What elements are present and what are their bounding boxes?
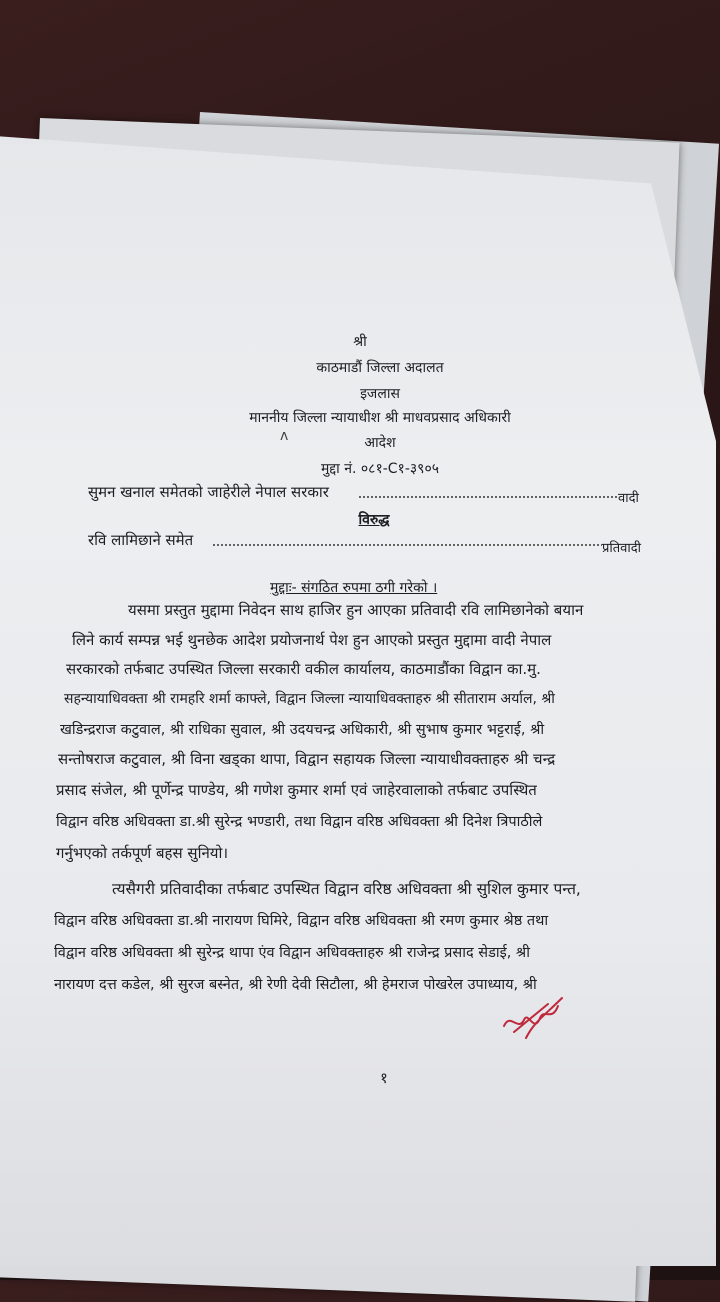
order-title: आदेश [364, 435, 396, 451]
pen-mark: ʌ [280, 428, 289, 444]
body-line: विद्वान वरिष्ठ अधिवक्ता डा.श्री नारायण घिमिरे, विद्वान वरिष्ठ अधिवक्ता श्री रमण कुमार श्रेष्ठ तथा [54, 913, 549, 929]
dotted-leader [358, 496, 618, 498]
page-number: १ [380, 1069, 388, 1087]
plaintiff-text: सुमन खनाल समेतको जाहेरीले नेपाल सरकार [88, 483, 329, 501]
versus-label: विरुद्ध [358, 512, 390, 528]
plaintiff-role: वादी [618, 491, 639, 506]
body-line: सरकारको तर्फबाट उपस्थित जिल्ला सरकारी वकील कार्यालय, काठमाडौंका विद्वान का.मु. [66, 660, 541, 678]
bench-label: इजलास [360, 386, 400, 402]
defendant-text: रवि लामिछाने समेत [88, 531, 194, 549]
signature-icon [500, 992, 570, 1042]
body-line: विद्वान वरिष्ठ अधिवक्ता डा.श्री सुरेन्द्र भण्डारी, तथा विद्वान वरिष्ठ अधिवक्ता श्री दिनेश त्रिपाठीले [56, 814, 543, 830]
body-line: नारायण दत्त कडेल, श्री सुरज बस्नेत, श्री रेणी देवी सिटौला, श्री हेमराज पोखरेल उपाध्याय, श्री [54, 977, 537, 993]
honorific: श्री [353, 334, 367, 350]
body-line: सन्तोषराज कटुवाल, श्री विना खड्का थापा, विद्वान सहायक जिल्ला न्यायाधीवक्ताहरु श्री चन्द्र [58, 750, 556, 768]
body-line: लिने कार्य सम्पन्न भई थुनछेक आदेश प्रयोजनार्थ पेश हुन आएको प्रस्तुत मुद्दामा वादी नेपाल [72, 631, 552, 649]
defendant-role: प्रतिवादी [602, 541, 642, 556]
dotted-leader [212, 544, 602, 546]
body-line: त्यसैगरी प्रतिवादीका तर्फबाट उपस्थित विद्वान वरिष्ठ अधिवक्ता श्री सुशिल कुमार पन्त, [112, 880, 581, 898]
case-subject: मुद्दाः- संगठित रुपमा ठगी गरेको । [270, 580, 438, 596]
body-line: खडिन्द्रराज कटुवाल, श्री राधिका सुवाल, श्री उदयचन्द्र अधिकारी, श्री सुभाष कुमार भट्टराई, श्री [60, 722, 545, 738]
body-line: विद्वान वरिष्ठ अधिवक्ता श्री सुरेन्द्र थापा एंव विद्वान अधिवक्ताहरु श्री राजेन्द्र प्रसाद सेडाई, श्री [54, 945, 530, 961]
court-name: काठमाडौं जिल्ला अदालत [316, 360, 444, 376]
judge-name: माननीय जिल्ला न्यायाधीश श्री माधवप्रसाद अधिकारी [249, 410, 511, 426]
body-line: प्रसाद संजेल, श्री पूर्णेन्द्र पाण्डेय, श्री गणेश कुमार शर्मा एवं जाहेरवालाको तर्फबाट उपस्थित [56, 781, 537, 799]
body-line: गर्नुभएको तर्कपूर्ण बहस सुनियो। [56, 844, 229, 862]
body-line: सहन्यायाधिवक्ता श्री रामहरि शर्मा काफ्ले, विद्वान जिल्ला न्यायाधिवक्ताहरु श्री सीताराम अर्याल, श्री [64, 691, 555, 707]
case-number: मुद्दा नं. ०८१-C१-३९०५ [320, 461, 439, 477]
body-line: यसमा प्रस्तुत मुद्दामा निवेदन साथ हाजिर हुन आएका प्रतिवादी रवि लामिछानेको बयान [128, 601, 584, 619]
